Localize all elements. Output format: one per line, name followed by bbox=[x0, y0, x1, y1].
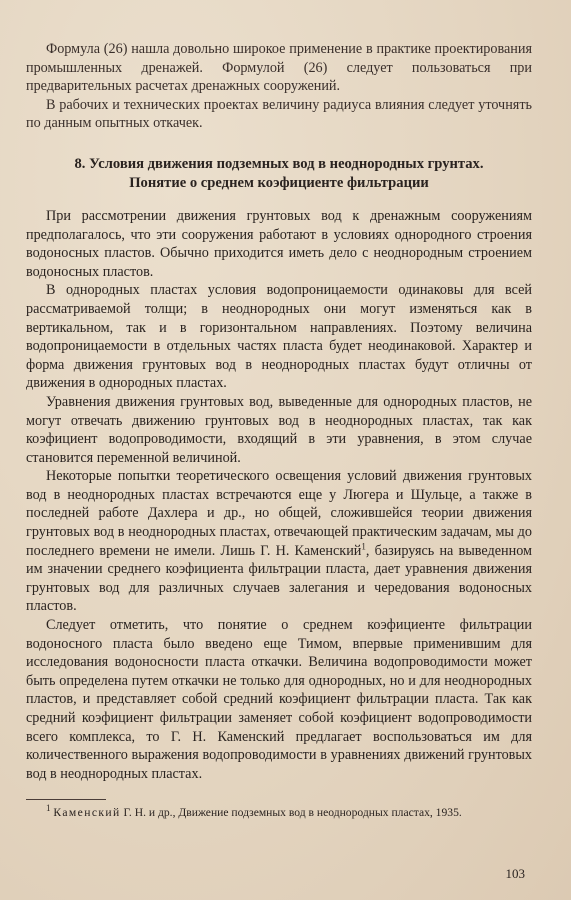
footnote-reference[interactable]: 1 bbox=[361, 540, 366, 551]
body-paragraph-3: Уравнения движения грунтовых вод, выведенные для однородных пластов, не могут отвечать движению грунтовых вод в неоднородных пластах, так как коэфициент водопроводимости, входящий в эти уравнения, в этом случае становится переменной величиной. bbox=[26, 393, 532, 466]
footnote-text: Г. Н. и др., Движение подземных вод в неоднородных пластах, 1935. bbox=[120, 806, 462, 820]
page-body bbox=[26, 40, 532, 821]
footnote-divider bbox=[26, 799, 106, 800]
body-paragraph-1: При рассмотрении движения грунтовых вод к дренажным сооружениям предполагалось, что эти сооружения работают в условиях однородного строения водоносных пластов. Обычно приходится иметь дело с неоднородным строением водоносных пластов. bbox=[26, 207, 532, 280]
section-heading-line-1 bbox=[26, 155, 532, 174]
section-title-line-2: Понятие о среднем коэфициенте фильтрации bbox=[129, 174, 429, 191]
section-number: 8. bbox=[74, 155, 86, 172]
body-paragraph-4 bbox=[26, 467, 532, 616]
intro-block bbox=[26, 40, 532, 133]
body-paragraph-2: В однородных пластах условия водопроницаемости одинаковы для всей рассматриваемой толщи; в неоднородных они могут изменяться как в вертикальном, так и в горизонтальном направлениях. Поэтому величина водопроницаемости в отдельных частях пласта будет неодинаковой. Характер и форма движения грунтовых вод в неоднородных пластах будут отличны от движения в однородных пластах. bbox=[26, 282, 532, 392]
para4-text-before: Некоторые попытки теоретического освещения условий движения грунтовых вод в неоднородных пластах встречаются еще у Люгера и Шульце, а также в последней работе Дахлера и др., но общей, сложившейся теории движения грунтовых вод в неоднородных пластах, отвечающей практическим задачам, мы до последнего времени не имели. Лишь Г. Н. Каменский bbox=[26, 468, 532, 559]
footnote-mark: 1 bbox=[46, 803, 51, 814]
intro-paragraph-1: Формула (26) нашла довольно широкое применение в практике проектирования промышленных дренажей. Формулой (26) следует пользоваться при предварительных расчетах дренажных сооружений. bbox=[26, 41, 532, 95]
body-paragraph-5: Следует отметить, что понятие о среднем коэфициенте фильтрации водоносного пласта было введено еще Тимом, впервые применившим для исследования водоносности пласта откачки. Величина водопроводимости может быть определена путем откачки не только для однородных, но и для неоднородных пластов, и представляет собой средний коэфициент фильтрации пласта. Так как средний коэфициент фильтрации заменяет собой коэфициент водопроводимости всего комплекса, то Г. Н. Каменский предлагает воспользоваться им для количественного выражения водопроводимости в уравнениях движений грунтовых вод в неоднородных пластах. bbox=[26, 617, 532, 782]
section-heading bbox=[26, 155, 532, 193]
footnote-author: Каменский bbox=[53, 806, 121, 820]
intro-paragraph-2: В рабочих и технических проектах величину радиуса влияния следует уточнять по данным опытных откачек. bbox=[26, 96, 532, 132]
section-title-line-1: Условия движения подземных вод в неоднородных грунтах. bbox=[89, 155, 484, 172]
footnote bbox=[26, 803, 532, 821]
page-number: 103 bbox=[505, 866, 525, 881]
para4-text-after: , базируясь на выведенном им значении среднего коэфициента фильтрации пласта, дает уравнения движения грунтовых вод для различных случаев залегания и чередования водоносных пластов. bbox=[26, 542, 532, 615]
